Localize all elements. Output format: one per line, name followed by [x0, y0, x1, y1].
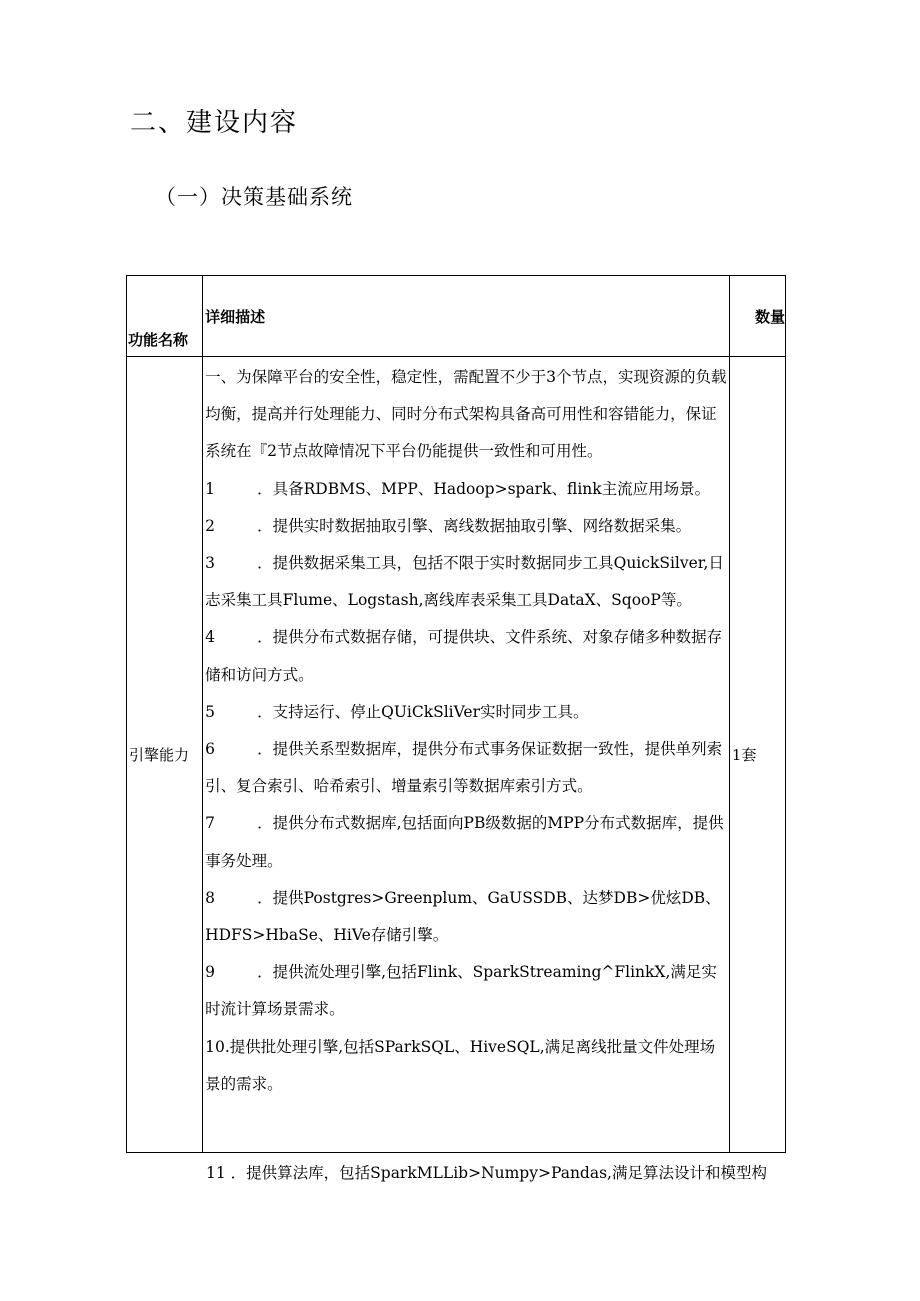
intro-paragraph: 一、为保障平台的安全性，稳定性，需配置不少于3个节点，实现资源的负载均衡，提高并行处理能力、同时分布式架构具备高可用性和容错能力，保证系统在『2节点故障情况下平台仍能提供一致性和可用性。 — [205, 368, 727, 461]
list-item: 1 ．具备RDBMS、MPP、Hadoop>spark、flink主流应用场景。 — [205, 479, 711, 498]
list-item: 10.提供批处理引擎,包括SParkSQL、HiveSQL,满足离线批量文件处理场景的需求。 — [205, 1037, 716, 1093]
list-item: 9 ．提供流处理引擎,包括Flink、SparkStreaming^FlinkX,满足实时流计算场景需求。 — [205, 963, 717, 1019]
list-item: 2 ．提供实时数据抽取引擎、离线数据抽取引擎、网络数据采集。 — [205, 516, 692, 535]
header-function-name: 功能名称 — [127, 276, 203, 357]
list-item: 7 ．提供分布式数据库,包括面向PB级数据的MPP分布式数据库，提供事务处理。 — [205, 814, 724, 870]
subsection-heading: （一）决策基础系统 — [155, 185, 353, 209]
section-heading: 二、建设内容 — [130, 108, 299, 138]
header-quantity: 数量 — [729, 276, 785, 357]
header-description: 详细描述 — [203, 276, 730, 357]
table-header-row — [127, 276, 786, 357]
list-item: 4 ．提供分布式数据存储，可提供块、文件系统、对象存储多种数据存储和访问方式。 — [205, 628, 723, 684]
list-item: 6 ．提供关系型数据库，提供分布式事务保证数据一致性，提供单列索引、复合索引、哈希索引、增量索引等数据库索引方式。 — [205, 740, 723, 796]
requirements-table — [126, 275, 786, 1153]
continued-list-item: 11 ．提供算法库，包括SparkMLLib>Numpy>Pandas,满足算法设计和模型构 — [206, 1164, 767, 1182]
quantity-cell: 1套 — [729, 357, 785, 1153]
table-row — [127, 357, 786, 1153]
list-item: 5 ．支持运行、停止QUiCkSliVer实时同步工具。 — [205, 702, 589, 721]
function-name-cell: 引擎能力 — [127, 357, 203, 1153]
list-item: 3 ．提供数据采集工具，包括不限于实时数据同步工具QuickSilver,日志采集工具Flume、Logstash,离线库表采集工具DataX、SqooP等。 — [205, 554, 724, 610]
description-cell — [203, 357, 730, 1153]
list-item: 8 ．提供Postgres>Greenplum、GaUSSDB、达梦DB>优炫DB、HDFS>HbaSe、HiVe存储引擎。 — [205, 888, 721, 945]
